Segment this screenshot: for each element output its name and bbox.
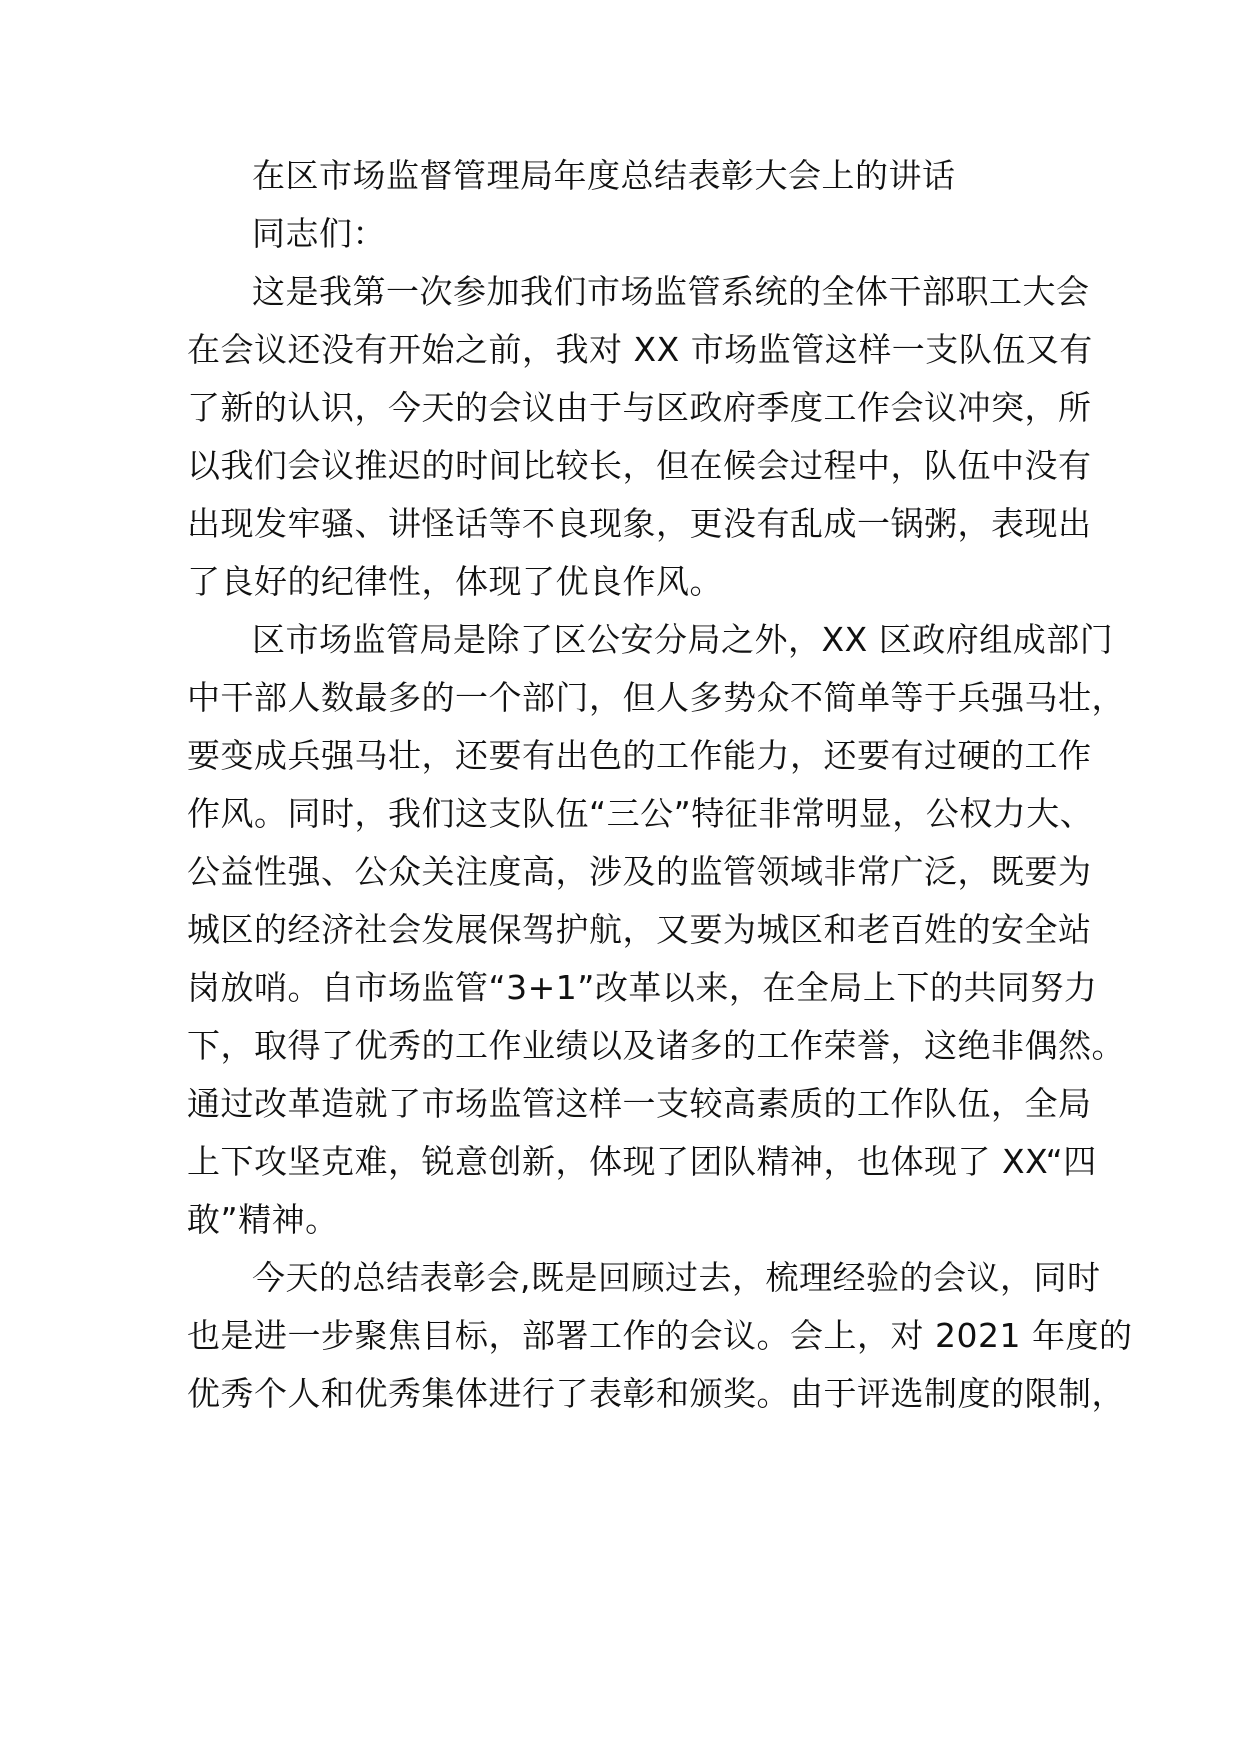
paragraph-line: 出现发牢骚、讲怪话等不良现象，更没有乱成一锅粥，表现出 [187,504,1092,543]
paragraph-line: 上下攻坚克难，锐意创新，体现了团队精神，也体现了 XX“四 [187,1142,1097,1181]
paragraph-line: 要变成兵强马壮，还要有出色的工作能力，还要有过硬的工作 [187,736,1092,775]
paragraph-line: 这是我第一次参加我们市场监管系统的全体干部职工大会 [252,272,1090,311]
paragraph-line: 作风。同时，我们这支队伍“三公”特征非常明显，公权力大、 [187,794,1094,833]
paragraph-line: 今天的总结表彰会,既是回顾过去，梳理经验的会议，同时 [252,1258,1101,1297]
paragraph-line: 在会议还没有开始之前，我对 XX 市场监管这样一支队伍又有 [187,330,1093,369]
paragraph-line: 优秀个人和优秀集体进行了表彰和颁奖。由于评选制度的限制， [187,1374,1125,1413]
paragraph-line: 城区的经济社会发展保驾护航，又要为城区和老百姓的安全站 [187,910,1092,949]
paragraph-line: 区市场监管局是除了区公安分局之外，XX 区政府组成部门 [252,620,1114,659]
paragraph-line: 了新的认识，今天的会议由于与区政府季度工作会议冲突，所 [187,388,1092,427]
paragraph-line: 敢”精神。 [187,1200,339,1239]
paragraph-line: 也是进一步聚焦目标，部署工作的会议。会上，对 2021 年度的 [187,1316,1133,1355]
paragraph-line: 下，取得了优秀的工作业绩以及诸多的工作荣誉，这绝非偶然。 [187,1026,1125,1065]
document-title: 在区市场监督管理局年度总结表彰大会上的讲话 [252,156,956,195]
paragraph-line: 通过改革造就了市场监管这样一支较高素质的工作队伍，全局 [187,1084,1092,1123]
paragraph-line: 公益性强、公众关注度高，涉及的监管领域非常广泛，既要为 [187,852,1092,891]
paragraph-line: 了良好的纪律性，体现了优良作风。 [187,562,723,601]
paragraph-line: 中干部人数最多的一个部门，但人多势众不简单等于兵强马壮， [187,678,1125,717]
paragraph-line: 以我们会议推迟的时间比较长，但在候会过程中，队伍中没有 [187,446,1092,485]
paragraph-line: 岗放哨。自市场监管“3+1”改革以来，在全局上下的共同努力 [187,968,1098,1007]
salutation: 同志们： [252,214,386,253]
